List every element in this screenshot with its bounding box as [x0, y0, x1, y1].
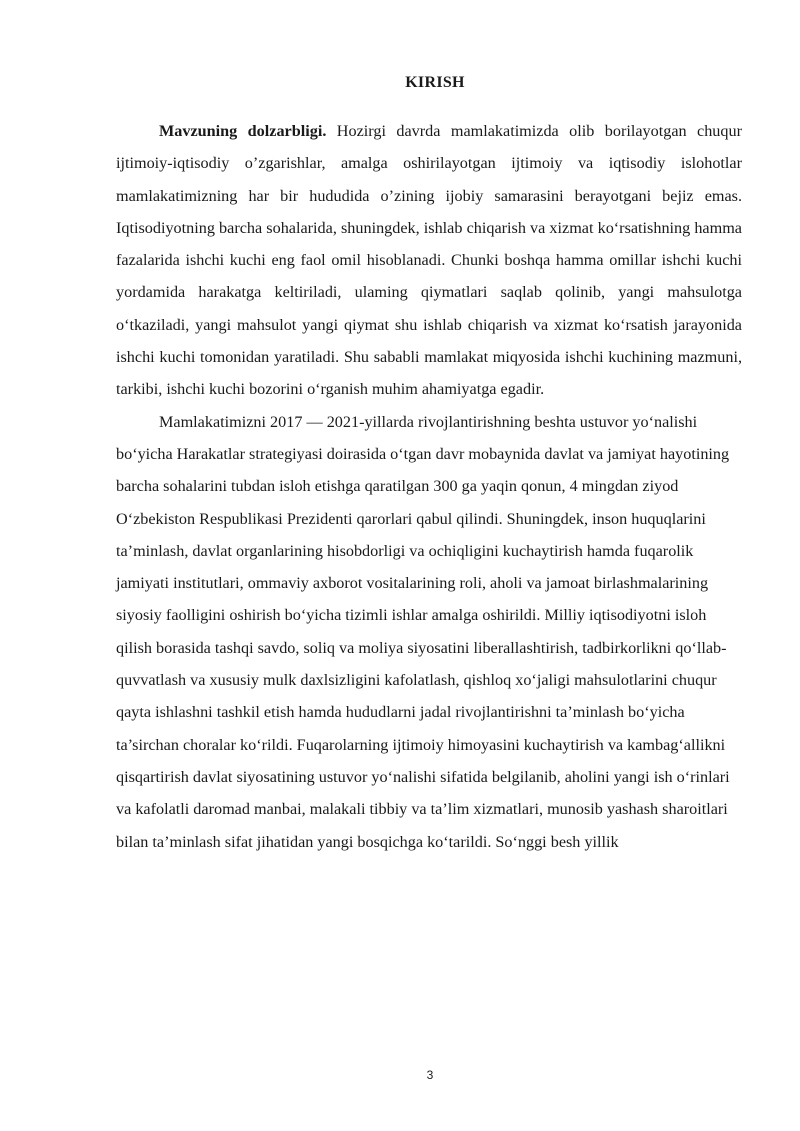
page-number: 3 [426, 1068, 434, 1082]
body-text [116, 115, 742, 858]
section-title: KIRISH [405, 74, 465, 91]
paragraph-lead: Mavzuning dolzarbligi. [159, 122, 327, 140]
paragraph-strategy: Mamlakatimizni 2017 — 2021-yillarda rivojlantirishning beshta ustuvor yo‘nalishi bo‘yicha Harakatlar strategiyasi doirasida o‘tgan davr mobaynida davlat va jamiyat hayotining barcha sohalarini tubdan isloh etishga qaratilgan 300 ga yaqin qonun, 4 mingdan ziyod O‘zbekiston Respublikasi Prezidenti qarorlari qabul qilindi. Shuningdek, inson huquqlarini ta’minlash, davlat organlarining hisobdorligi va ochiqligini kuchaytirish hamda fuqarolik jamiyati institutlari, ommaviy axborot vositalarining roli, aholi va jamoat birlashmalarining siyosiy faolligini oshirish bo‘yicha tizimli ishlar amalga oshirildi. Milliy iqtisodiyotni isloh qilish borasida tashqi savdo, soliq va moliya siyosatini liberallashtirish, tadbirkorlikni qo‘llab- quvvatlash va xususiy mulk daxlsizligini kafolatlash, qishloq xo‘jaligi mahsulotlarini chuqur qayta ishlashni tashkil etish hamda hududlarni jadal rivojlantirishni ta’minlash bo‘yicha ta’sirchan choralar ko‘rildi. Fuqarolarning ijtimoiy himoyasini kuchaytirish va kambag‘allikni qisqartirish davlat siyosatining ustuvor yo‘nalishi sifatida belgilanib, aholini yangi ish o‘rinlari va kafolatli daromad manbai, malakali tibbiy va ta’lim xizmatlari, munosib yashash sharoitlari bilan ta’minlash sifat jihatidan yangi bosqichga ko‘tarildi. So‘nggi besh yillik [116, 412, 730, 851]
paragraph-relevance-text: Hozirgi davrda mamlakatimizda olib borilayotgan chuqur ijtimoiy-iqtisodiy o’zgarishlar, amalga oshirilayotgan ijtimoiy va iqtisodiy islohotlar mamlakatimizning har bir hududida o’zining ijobiy samarasini berayotgani bejiz emas. Iqtisodiyotning barcha sohalarida, shuningdek, ishlab chiqarish va xizmat ko‘rsatishning hamma fazalarida ishchi kuchi eng faol omil hisoblanadi. Chunki boshqa hamma omillar ishchi kuchi yordamida harakatga keltiriladi, ulaming qiymatlari saqlab qolinib, yangi mahsulotga o‘tkaziladi, yangi mahsulot yangi qiymat shu ishlab chiqarish va xizmat ko‘rsatish jarayonida ishchi kuchi tomonidan yaratiladi. Shu sababli mamlakat miqyosida ishchi kuchining mazmuni, tarkibi, ishchi kuchi bozorini o‘rganish muhim ahamiyatga egadir. [116, 122, 742, 399]
paragraph-relevance [116, 115, 742, 406]
